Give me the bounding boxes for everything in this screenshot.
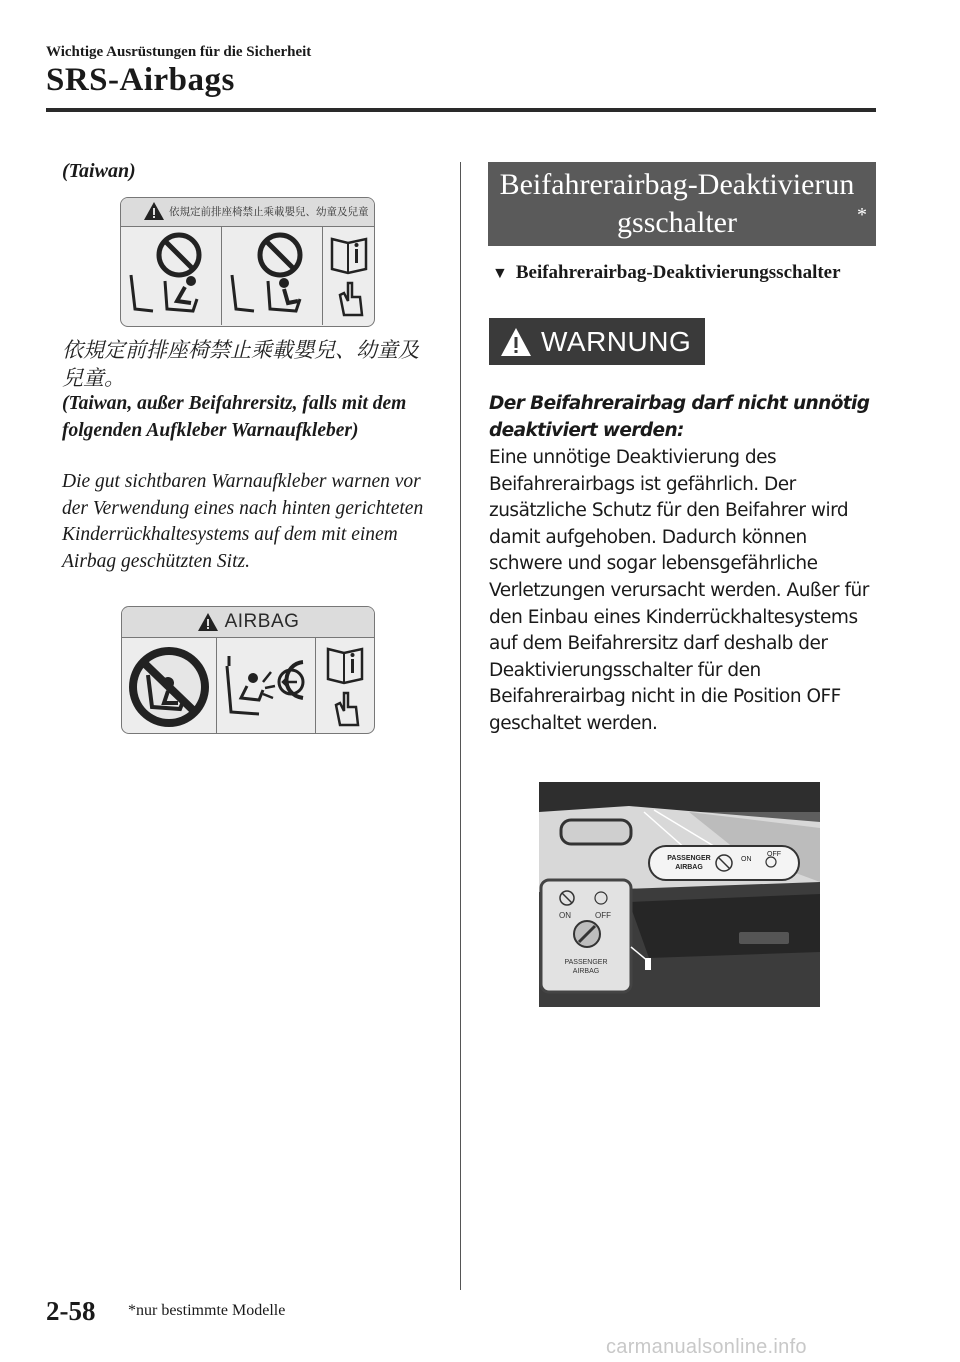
warning-label: WARNUNG (541, 325, 692, 357)
warning-triangle-icon (499, 326, 533, 358)
taiwan-label: (Taiwan) (62, 160, 136, 182)
airbag-deploy-child-icon (217, 638, 316, 734)
sticker-band (121, 198, 374, 227)
section-heading (488, 162, 876, 246)
triangle-bullet-icon: ▼ (492, 265, 508, 282)
sticker-airbag-label: AIRBAG (224, 611, 300, 632)
section-header: Wichtige Ausrüstungen für die Sicherheit (46, 44, 312, 60)
sticker-band (122, 607, 374, 638)
footnote: *nur bestimmte Modelle (128, 1302, 286, 1319)
switch-off-label: OFF (595, 911, 611, 920)
header-rule (46, 108, 876, 112)
no-rear-facing-seat-icon (122, 638, 217, 734)
watermark: carmanualsonline.info (606, 1336, 807, 1358)
airbag-switch-photo (539, 782, 820, 1007)
read-manual-icon (316, 638, 374, 734)
warning-triangle-icon (197, 612, 219, 632)
warning-body: Eine unnötige Deaktivierung des Beifahrerairbags ist gefährlich. Der zusätzliche Schutz für den Beifahrer wird damit aufgehoben. Dadurch können schwere und sogar lebensgefährliche Verletzungen verursacht werden. Außer für den Einbau eines Kinderrückhaltesystems auf dem Beifahrersitz darf deshalb der Deaktivierungsschalter für den Beifahrerairbag nicht in die Position OFF geschaltet werden. (489, 447, 869, 734)
taiwan-sticker-heading: (Taiwan, außer Beifahrersitz, falls mit dem folgenden Aufkleber Warnaufkleber) (62, 393, 407, 441)
indicator-off-label: OFF (767, 851, 781, 858)
switch-label-line1: PASSENGER (564, 959, 608, 966)
read-manual-icon (323, 227, 374, 325)
sticker-warning-text: 依規定前排座椅禁止乘載嬰兒、幼童及兒童 (169, 206, 369, 218)
indicator-on-label: ON (741, 856, 752, 863)
page-number: 2-58 (46, 1296, 96, 1326)
subheading (492, 262, 841, 284)
no-child-seat-front-icon (121, 227, 222, 325)
taiwan-sticker-description: Die gut sichtbaren Warnaufkleber warnen vor der Verwendung eines nach hinten gerichteten Kinderrückhaltesystems auf dem mit einem Airbag geschützten Sitz. (62, 471, 424, 572)
warning-heading: Der Beifahrerairbag darf nicht unnötig deaktiviert werden: (489, 393, 870, 441)
warning-sticker-taiwan (120, 197, 375, 327)
page-title: SRS-Airbags (46, 62, 235, 98)
indicator-label-line2: AIRBAG (675, 864, 703, 871)
warning-triangle-icon (143, 200, 165, 222)
switch-label-line2: AIRBAG (572, 968, 600, 975)
column-divider (460, 162, 461, 1290)
switch-on-label: ON (559, 911, 571, 920)
chinese-warning-text: 依規定前排座椅禁止乘載嬰兒、幼童及兒童。 (62, 338, 419, 390)
section-heading-text: Beifahrerairbag-Deaktivierungsschalter (499, 168, 855, 239)
airbag-warning-sticker (121, 606, 375, 734)
no-child-seat-rear-icon (222, 227, 323, 325)
indicator-label-line1: PASSENGER (667, 855, 711, 862)
warning-banner (489, 318, 705, 365)
footnote-mark: * (857, 204, 867, 226)
subheading-text: Beifahrerairbag-Deaktivierungsschalter (515, 262, 841, 283)
